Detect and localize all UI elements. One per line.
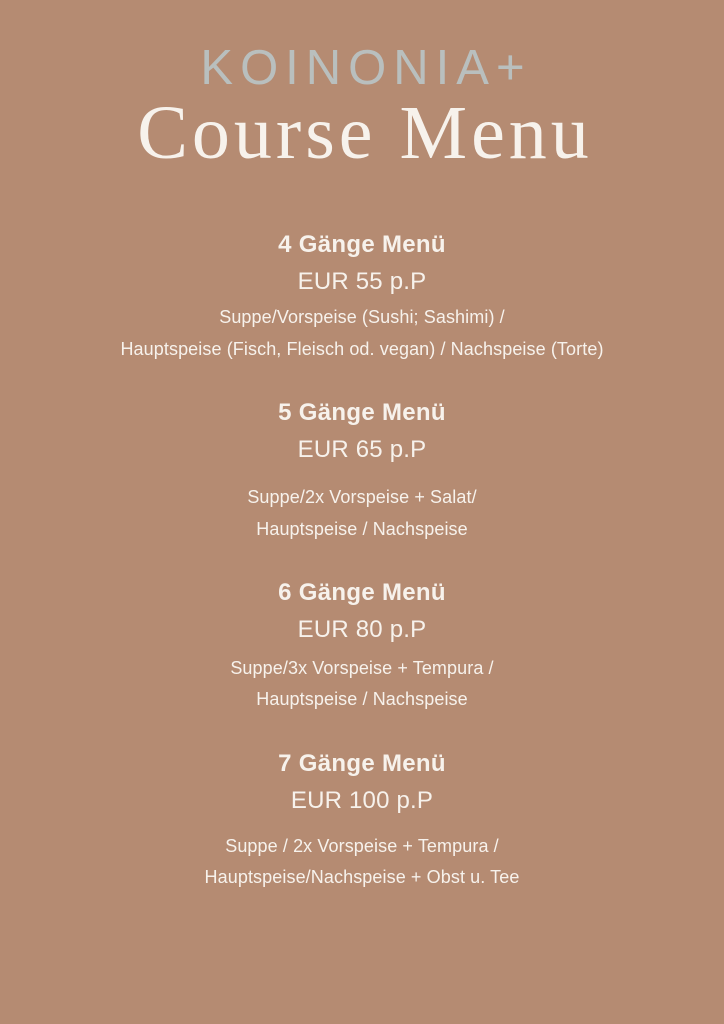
course-description-line: Suppe/3x Vorspeise + Tempura / <box>230 657 494 678</box>
course-name: 7 Gänge Menü <box>278 749 446 777</box>
menu-list <box>0 227 724 894</box>
menu-item-5-courses <box>0 395 724 545</box>
course-price: EUR 55 p.P <box>297 268 427 295</box>
course-description-line: Suppe/2x Vorspeise + Salat/ <box>247 487 477 508</box>
course-description-line: Hauptspeise / Nachspeise <box>256 518 468 539</box>
course-name: 5 Gänge Menü <box>278 399 446 427</box>
page-header <box>0 41 724 175</box>
course-price: EUR 80 p.P <box>297 616 427 644</box>
course-description <box>0 653 724 716</box>
page-title: Course Menu <box>137 91 593 175</box>
course-description <box>0 482 724 545</box>
course-description-line: Hauptspeise/Nachspeise + Obst u. Tee <box>204 867 520 888</box>
course-description-line: Suppe/Vorspeise (Sushi; Sashimi) / <box>219 307 505 328</box>
menu-item-7-courses <box>0 746 724 894</box>
menu-item-4-courses <box>0 227 724 365</box>
course-description-line: Suppe / 2x Vorspeise + Tempura / <box>225 835 499 856</box>
course-name: 4 Gänge Menü <box>278 231 446 258</box>
course-description-line: Hauptspeise (Fisch, Fleisch od. vegan) / Nachspeise (Torte) <box>120 338 604 359</box>
course-price: EUR 65 p.P <box>297 436 427 464</box>
brand-title: KOINONIA+ <box>200 41 532 95</box>
course-name: 6 Gänge Menü <box>278 579 446 607</box>
course-price: EUR 100 p.P <box>290 786 434 814</box>
course-description <box>0 831 724 894</box>
menu-item-6-courses <box>0 575 724 715</box>
course-description <box>0 302 724 365</box>
course-description-line: Hauptspeise / Nachspeise <box>256 689 468 710</box>
